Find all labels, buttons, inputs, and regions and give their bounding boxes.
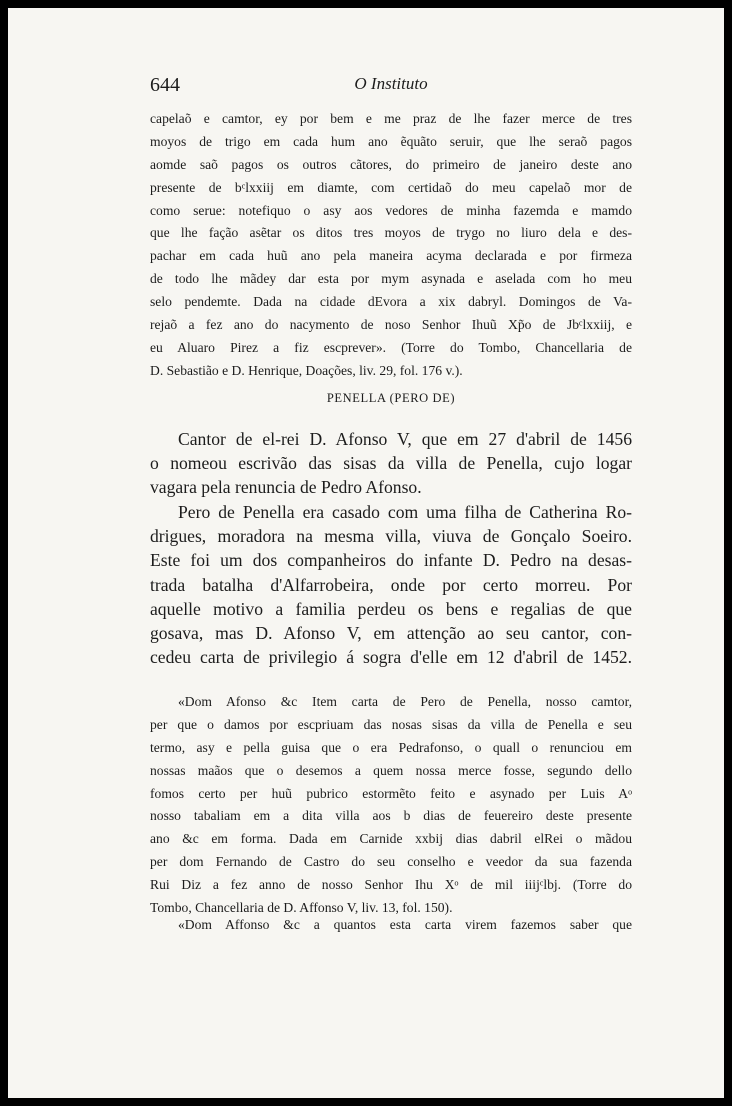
text-line: vagara pela renuncia de Pedro Afonso. [150,477,422,498]
text-line: per que o damos por escpriuam das nosas sisas da villa de Penella e seu [150,716,632,732]
text-line: gosava, mas D. Afonso V, em attenção ao seu cantor, con- [150,622,632,643]
text-line: eu Aluaro Pirez a fiz escprever». (Torre do Tombo, Chancellaria de [150,339,632,355]
text-line: pachar em cada huũ ano pela maneira acyma declarada e por firmeza [150,248,632,264]
text-line: trada batalha d'Alfarrobeira, onde por certo morreu. Por [150,574,632,595]
text-line: Tombo, Chancellaria de D. Affonso V, liv. 13, fol. 150). [150,900,453,916]
paragraph-1 [150,427,632,500]
text-line: aomde saõ pagos os outros cãtores, do primeiro de janeiro deste ano [150,156,632,172]
text-line: como serue: notefiquo o asy aos vedores de minha fazemda e mamdo [150,202,632,218]
text-line: moyos de trigo em cada hum ano ẽquãto seruir, que lhe seraõ pagos [150,133,632,149]
text-line: cedeu carta de privilegio á sogra d'elle em 12 d'abril de 1452. [150,647,632,668]
text-line: fomos certo per huũ pubrico estormẽto feito e asynado per Luis Aᵒ [150,785,632,801]
text-line: Este foi um dos companheiros do infante D. Pedro na desas- [150,550,632,571]
text-line: «Dom Affonso &c a quantos esta carta virem fazemos saber que [178,917,632,932]
page-header [150,74,632,98]
page-number: 644 [150,74,180,96]
running-title: O Instituto [354,74,428,93]
text-line: rejaõ a fez ano do nacymento de noso Senhor Ihuũ Xp̃o de Jbᶜlxxiij, e [150,317,632,333]
top-paragraph [150,108,632,383]
text-line: capelaõ e camtor, ey por bem e me praz de lhe fazer merce de tres [150,111,632,126]
text-line: per dom Fernando de Castro do seu conselho e veedor da sua fazenda [150,854,632,870]
text-line: nossas maãos que o desemos a quem nossa merce fosse, segundo dello [150,762,632,778]
quote-2 [150,914,632,937]
text-line: termo, asy e pella guisa que o era Pedrafonso, o quall o renunciou em [150,739,632,755]
text-line: D. Sebastião e D. Henrique, Doações, liv. 29, fol. 176 v.). [150,362,463,378]
text-line: Rui Diz a fez anno de nosso Senhor Ihu Xᵒ de mil iiijᶜlbj. (Torre do [150,877,632,893]
text-line: drigues, moradora na mesma villa, viuva de Gonçalo Soeiro. [150,526,632,547]
text-line: de todo lhe mãdey dar esta por mym asynada e aselada com ho meu [150,271,632,287]
text-line: presente de bᶜlxxiij em diamte, com certidaõ do meu capelaõ mor de [150,179,632,195]
text-line: aquelle motivo a familia perdeu os bens e regalias de que [150,598,632,619]
text-line: «Dom Afonso &c Item carta de Pero de Penella, nosso camtor, [178,694,632,709]
quote-1 [150,691,632,920]
paragraph-2 [150,500,632,669]
text-line: Pero de Penella era casado com uma filha de Catherina Ro- [178,502,632,522]
text-line: nosso tabaliam em a dita villa aos b dias de feuereiro deste presente [150,808,632,824]
text-line: selo pendemte. Dada na cidade dEvora a xix dabryl. Domingos de Va- [150,294,632,310]
text-line: Cantor de el-rei D. Afonso V, que em 27 d'abril de 1456 [178,429,632,449]
section-heading: PENELLA (PERO DE) [326,391,456,405]
text-line: ano &c em forma. Dada em Carnide xxbij dias dabril elRei o mãdou [150,831,632,847]
text-line: o nomeou escrivão das sisas da villa de Penella, cujo logar [150,453,632,474]
document-page [8,8,724,1098]
text-line: que lhe fação asẽtar os ditos tres moyos de trygo no liuro dela e des- [150,225,632,241]
